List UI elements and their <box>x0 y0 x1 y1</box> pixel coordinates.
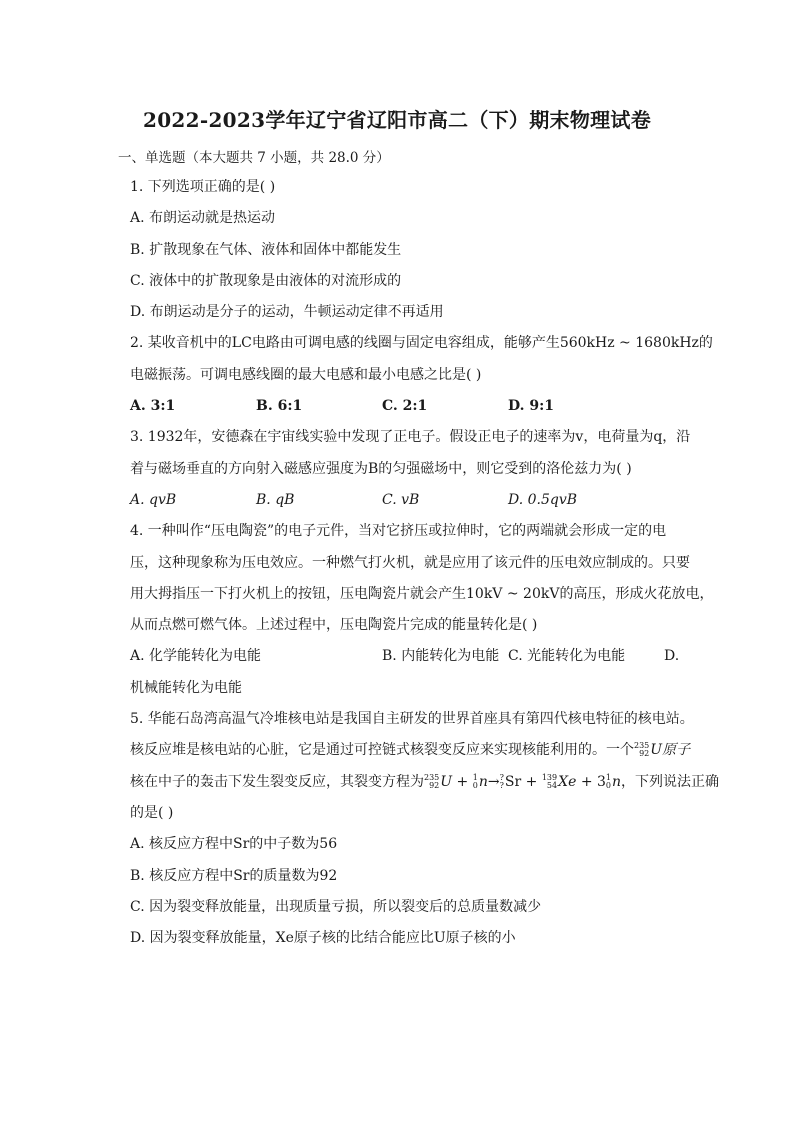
eq-u: U <box>440 773 453 790</box>
questions-content <box>130 172 720 954</box>
question-2-stem-line-2: 电磁振荡。可调电感线圈的最大电感和最小电感之比是( ) <box>130 366 482 383</box>
question-5-stem-line-2-text: 核反应堆是核电站的心脏，它是通过可控链式核裂变反应来实现核能利用的。一个 <box>130 742 634 759</box>
sr-isotope-label: ? ? <box>499 772 504 790</box>
eq-xe: Xe <box>558 773 577 790</box>
question-4-options <box>130 641 700 672</box>
exam-title: 2022-2023学年辽宁省辽阳市高二（下）期末物理试卷 <box>142 108 652 132</box>
question-3-stem-line-2: 着与磁场垂直的方向射入磁感应强度为B的匀强磁场中，则它受到的洛伦兹力为( ) <box>130 460 632 477</box>
question-4-stem-line-1: 4. 一种叫作“压电陶瓷”的电子元件，当对它挤压或拉伸时，它的两端就会形成一定的电 <box>130 523 667 540</box>
question-3-option-a: A. qvB <box>130 491 177 508</box>
question-3-option-d: D. 0.5qvB <box>508 491 578 508</box>
question-2-options <box>130 391 700 422</box>
question-4-stem-line-3: 用大拇指压一下打火机上的按钮，压电陶瓷片就会产生10kV ~ 20kV的高压，形成火花放电， <box>130 585 714 602</box>
question-5-stem-line-3-text: 核在中子的轰击下发生裂变反应，其裂变方程为 <box>130 773 424 790</box>
u235-isotope-label-eq: 235 92 <box>424 772 440 790</box>
question-1-option-a: A. 布朗运动就是热运动 <box>130 210 276 227</box>
section-heading: 一、单选题（本大题共 7 小题，共 28.0 分） <box>118 150 390 166</box>
eq-n-2: n <box>612 773 622 790</box>
question-4-option-c: C. 光能转化为电能 <box>508 648 626 665</box>
equation-tail: ，下列说法正确 <box>621 773 720 790</box>
question-5-stem-line-3: 核在中子的轰击下发生裂变反应，其裂变方程为 235 92 U + 1 0 n→ ? ? Sr + 139 54 Xe + 3 1 0 n，下列说法正确 <box>130 772 720 790</box>
question-5-option-b: B. 核反应方程中Sr的质量数为92 <box>130 867 338 884</box>
question-2-option-a: A. 3:1 <box>130 398 176 415</box>
xe-isotope-label: 139 54 <box>541 772 558 790</box>
question-4-stem-line-2: 压，这种现象称为压电效应。一种燃气打火机，就是应用了该元件的压电效应制成的。只要 <box>130 554 690 571</box>
question-5-option-a: A. 核反应方程中Sr的中子数为56 <box>130 836 338 853</box>
question-3-option-c: C. vB <box>382 491 420 508</box>
question-4-option-a: A. 化学能转化为电能 <box>130 648 262 665</box>
question-2-option-d: D. 9:1 <box>508 398 555 415</box>
question-4-option-b: B. 内能转化为电能 <box>382 648 500 665</box>
question-4-stem-line-4: 从而点燃可燃气体。上述过程中，压电陶瓷片完成的能量转化是( ) <box>130 617 538 634</box>
question-5-stem-line-2 <box>130 735 700 766</box>
question-5-option-c: C. 因为裂变释放能量，出现质量亏损，所以裂变后的总质量数减少 <box>130 898 542 915</box>
question-3-options <box>130 485 700 516</box>
question-1-option-b: B. 扩散现象在气体、液体和固体中都能发生 <box>130 241 402 258</box>
u-nucleus-text: U原子 <box>650 742 691 759</box>
question-5-option-d: D. 因为裂变释放能量，Xe原子核的比结合能应比U原子核的小 <box>130 930 516 947</box>
question-1-option-d: D. 布朗运动是分子的运动，牛顿运动定律不再适用 <box>130 304 444 321</box>
question-3-option-b: B. qB <box>256 491 295 508</box>
neutron-isotope-label: 1 0 <box>472 772 478 790</box>
question-1-option-c: C. 液体中的扩散现象是由液体的对流形成的 <box>130 272 402 289</box>
question-2-option-b: B. 6:1 <box>256 398 303 415</box>
question-3-stem-line-1: 3. 1932年，安德森在宇宙线实验中发现了正电子。假设正电子的速率为v，电荷量为q，沿 <box>130 429 691 446</box>
eq-sr: Sr <box>504 773 522 790</box>
question-2-stem-line-1: 2. 某收音机中的LC电路由可调电感的线圈与固定电容组成，能够产生560kHz ~ 1680kHz的 <box>130 335 713 352</box>
u235-isotope-label: 235 92 <box>634 741 650 759</box>
question-2-option-c: C. 2:1 <box>382 398 428 415</box>
neutron-isotope-label-2: 1 0 <box>605 772 612 790</box>
question-5-stem-line-4: 的是( ) <box>130 804 174 821</box>
question-1-stem: 1. 下列选项正确的是( ) <box>130 179 276 195</box>
question-4-option-d: D. <box>664 648 680 665</box>
eq-n: n <box>478 773 488 790</box>
question-4-option-d-text: 机械能转化为电能 <box>130 679 242 696</box>
question-5-stem-line-1: 5. 华能石岛湾高温气冷堆核电站是我国自主研发的世界首座具有第四代核电特征的核电站。 <box>130 711 694 728</box>
